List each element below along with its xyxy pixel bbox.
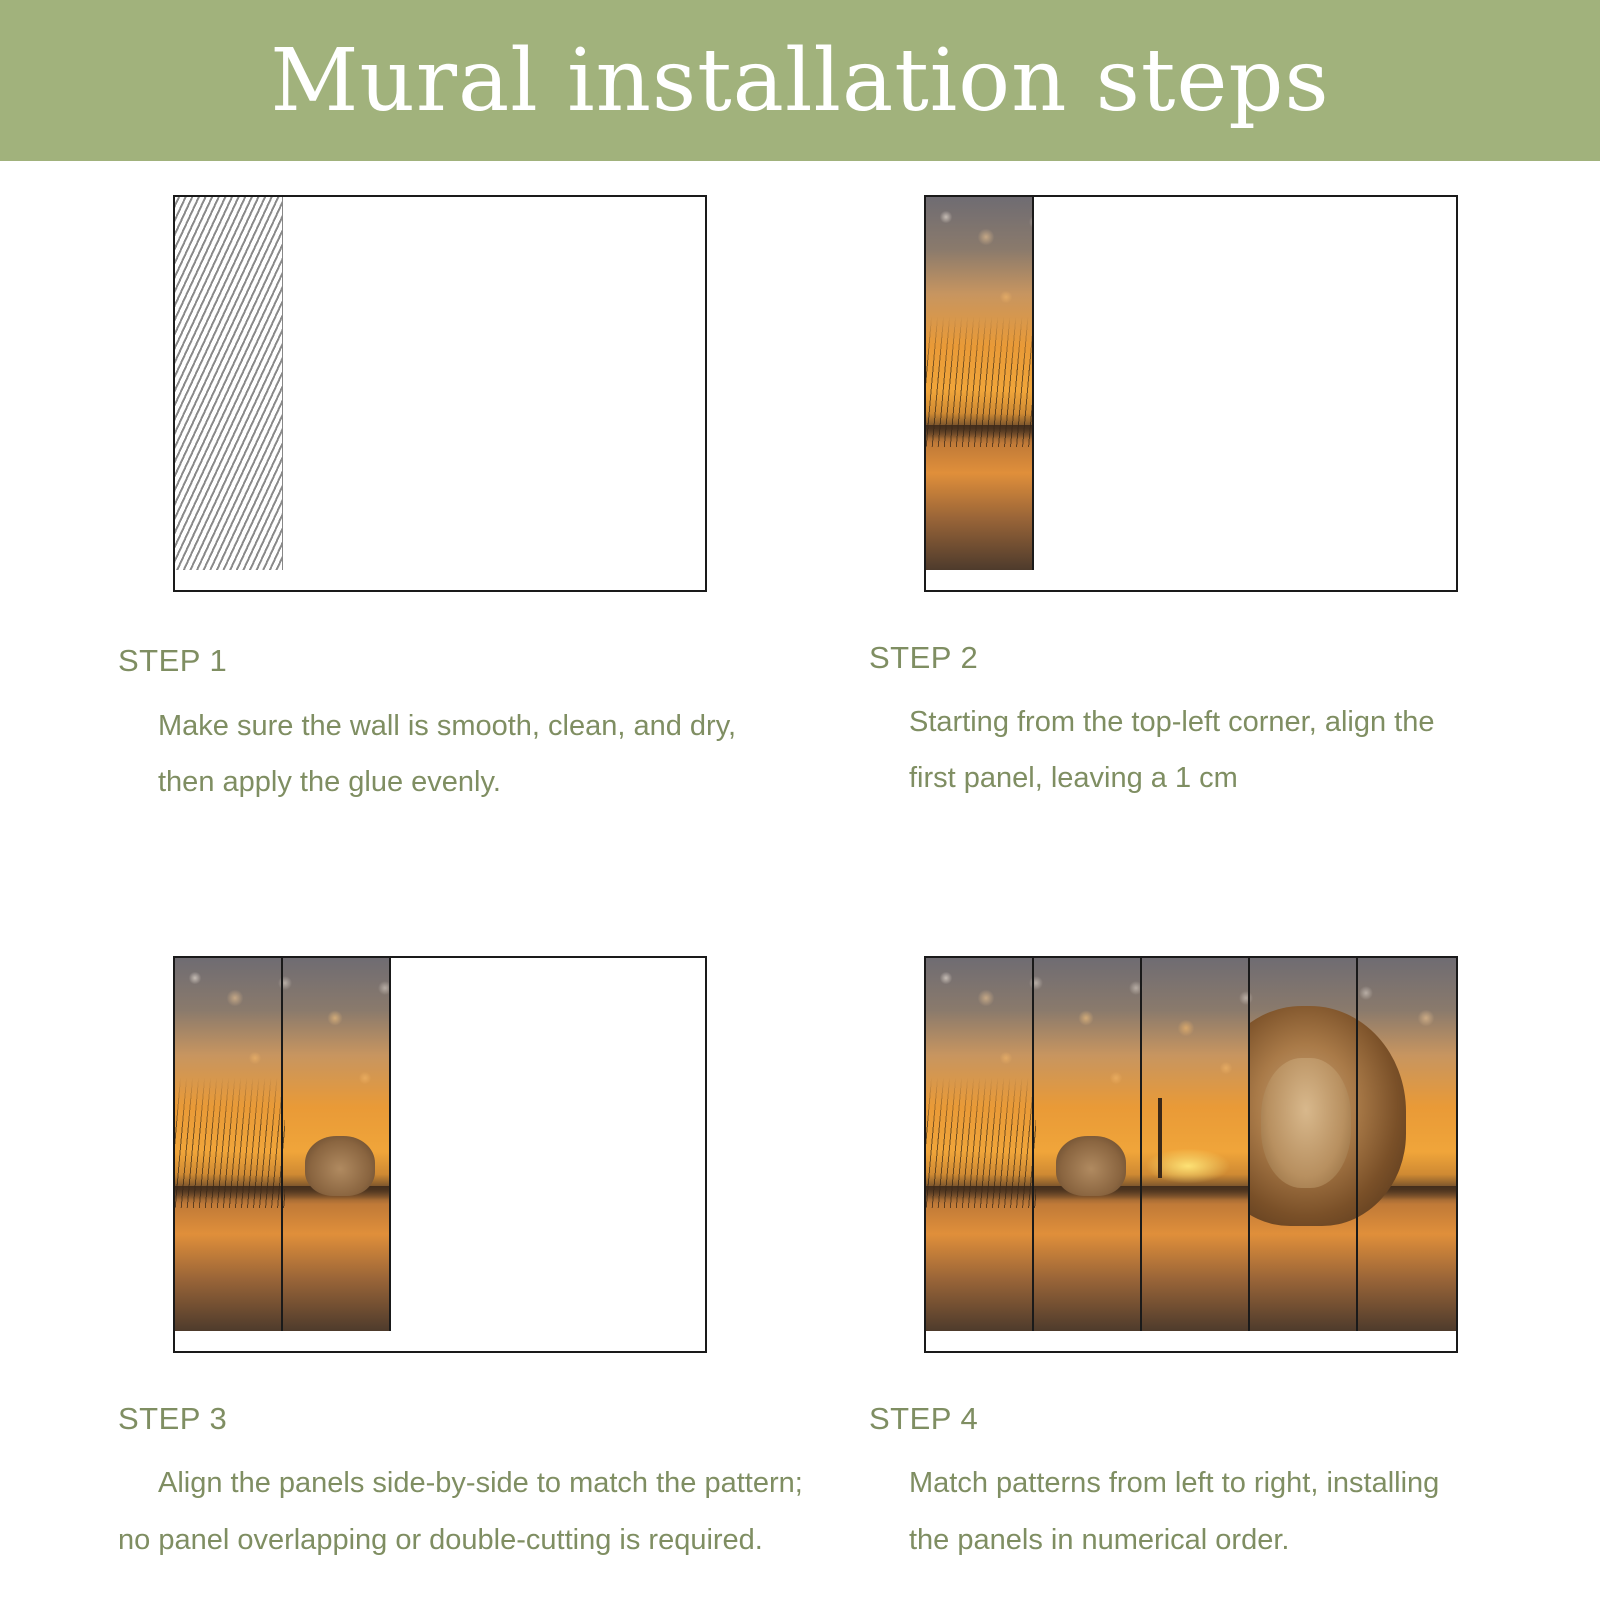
mural-panel-5: [1358, 958, 1456, 1331]
mural-panel-3: [1142, 958, 1250, 1331]
step-1-line-2: then apply the glue evenly.: [158, 766, 501, 798]
step-4-diagram: [924, 956, 1458, 1355]
step-2-label: STEP 2: [869, 640, 979, 675]
wall: [924, 956, 1458, 1333]
step-1-label: STEP 1: [118, 643, 228, 678]
step-3-line-2: no panel overlapping or double-cutting is required.: [118, 1524, 763, 1556]
wall: [173, 956, 707, 1333]
page-title: Mural installation steps: [270, 30, 1330, 131]
mural-panel-2: [283, 958, 391, 1331]
step-1-diagram: [173, 195, 707, 594]
baseboard: [924, 570, 1458, 592]
baseboard: [173, 570, 707, 592]
baseboard: [924, 1331, 1458, 1353]
step-3-diagram: [173, 956, 707, 1355]
baseboard: [173, 1331, 707, 1353]
wall: [924, 195, 1458, 572]
step-4-line-1: Match patterns from left to right, installing: [909, 1467, 1440, 1499]
step-2-line-2: first panel, leaving a 1 cm: [909, 762, 1238, 794]
mural-panel-1: [175, 958, 283, 1331]
mural-panel-2: [1034, 958, 1142, 1331]
step-3-label: STEP 3: [118, 1401, 228, 1436]
step-2-line-1: Starting from the top-left corner, align the: [909, 706, 1435, 738]
glue-area: [175, 197, 283, 570]
mural-panel-4: [1250, 958, 1358, 1331]
step-4-line-2: the panels in numerical order.: [909, 1524, 1290, 1556]
step-3-line-1: Align the panels side-by-side to match the pattern;: [158, 1467, 803, 1499]
mural-panel-1: [926, 958, 1034, 1331]
step-4-label: STEP 4: [869, 1401, 979, 1436]
header-banner: [0, 0, 1600, 161]
step-2-diagram: [924, 195, 1458, 594]
wall: [173, 195, 707, 572]
step-1-line-1: Make sure the wall is smooth, clean, and dry,: [158, 710, 737, 742]
mural-panel-1: [926, 197, 1034, 570]
